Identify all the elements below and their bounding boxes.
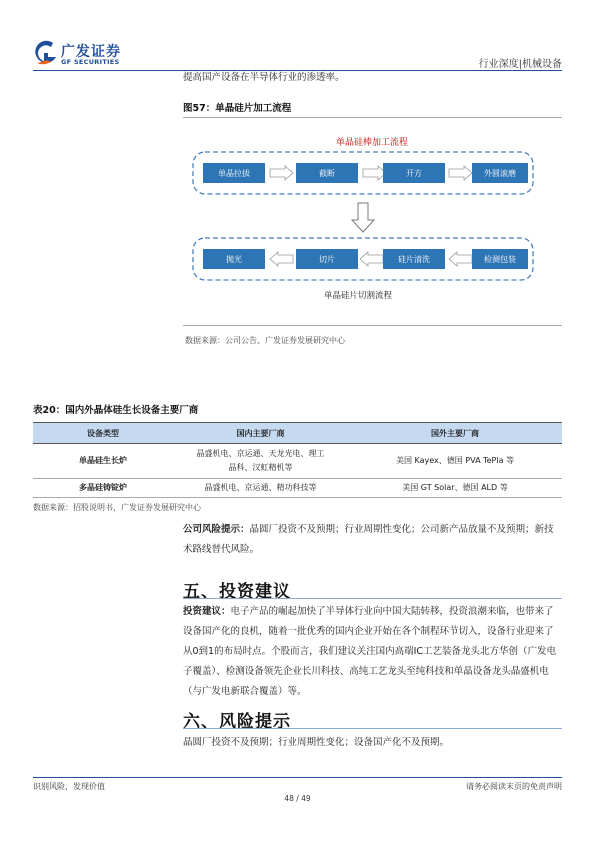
intro-text: 提高国产设备在半导体行业的渗透率。 xyxy=(183,72,345,83)
cell-foreign: 美国 Kayex、德国 PVA TePla 等 xyxy=(348,444,562,479)
section6-rule xyxy=(183,728,562,729)
footer-slogan: 识别风险，发现价值 xyxy=(33,782,105,791)
top-step-3: 开方 xyxy=(406,169,422,178)
logo-en-text: GF SECURITIES xyxy=(61,58,120,66)
bottom-step-3: 硅片清洗 xyxy=(398,255,430,264)
section6-heading: 六、风险提示 xyxy=(183,712,291,732)
investment-label: 投资建议： xyxy=(183,606,231,617)
risk-text: 晶圆厂投资不及预期；行业周期性变化；设备国产化不及预期。 xyxy=(183,737,450,748)
company-risk-label: 公司风险提示： xyxy=(183,524,250,535)
gf-logo-icon xyxy=(33,40,59,66)
cell-domestic: 晶盛机电、京运通、天龙光电、理工晶科、汉虹精机等 xyxy=(173,444,348,479)
footer-disclaimer: 请务必阅读末页的免责声明 xyxy=(466,782,562,791)
header-category: 行业深度|机械设备 xyxy=(478,59,562,70)
figure-bottom-rule xyxy=(183,325,562,326)
table-title: 表20：国内外晶体硅生长设备主要厂商 xyxy=(33,405,199,416)
cell-type: 单晶硅生长炉 xyxy=(33,444,173,479)
investment-paragraph xyxy=(183,602,562,702)
company-risk-text: 晶圆厂投资不及预期；行业周期性变化；公司新产品放量不及预期；新技术路线替代风险。 xyxy=(183,524,554,555)
table-source: 数据来源：招股说明书，广发证券发展研究中心 xyxy=(33,503,201,512)
bottom-step-4: 检测包装 xyxy=(484,255,516,264)
down-arrow-icon xyxy=(352,203,374,232)
figure-top-rule xyxy=(183,117,562,118)
top-step-4: 外圆滚磨 xyxy=(484,169,516,178)
top-arrow-3-icon xyxy=(449,166,472,180)
company-risk-paragraph xyxy=(183,520,562,560)
table-row xyxy=(33,479,562,498)
table-header-row xyxy=(33,423,562,444)
page-number: 48 / 49 xyxy=(284,794,311,803)
bottom-step-2: 切片 xyxy=(319,255,335,264)
table-row xyxy=(33,444,562,479)
bottom-arrow-1-icon xyxy=(270,252,293,266)
section5-rule xyxy=(183,598,562,599)
gf-logo xyxy=(33,40,143,70)
col-header-type: 设备类型 xyxy=(33,423,173,444)
manufacturer-table xyxy=(33,422,562,498)
investment-text: 电子产品的崛起加快了半导体行业向中国大陆转移，投资浪潮来临，也带来了设备国产化的良机，随着一批优秀的国内企业开始在各个制程环节切入，设备行业迎来了从0到1的布局时点。个股而言，我们建议关注国内高端IC工艺装备龙头北方华创（广发电子覆盖）、检测设备领先企业长川科技、高纯工艺龙头至纯科技和单晶设备龙头晶盛机电（与广发电新联合覆盖）等。 xyxy=(183,606,557,697)
col-header-foreign: 国外主要厂商 xyxy=(348,423,562,444)
cell-type: 多晶硅铸锭炉 xyxy=(33,479,173,498)
bottom-arrow-3-icon xyxy=(449,252,472,266)
bottom-arrow-2-icon xyxy=(360,252,383,266)
cell-domestic: 晶盛机电、京运通、精功科技等 xyxy=(173,479,348,498)
footer-divider xyxy=(33,777,562,778)
top-step-row xyxy=(203,163,528,183)
process-flow-diagram xyxy=(183,125,562,305)
section5-heading: 五、投资建议 xyxy=(183,582,291,602)
cell-foreign: 美国 GT Solar、德国 ALD 等 xyxy=(348,479,562,498)
figure-source: 数据来源：公司公告、广发证券发展研究中心 xyxy=(185,336,345,345)
bottom-step-1: 抛光 xyxy=(226,255,242,264)
logo-cn-text: 广发证券 xyxy=(61,44,121,60)
top-arrow-1-icon xyxy=(270,166,293,180)
figure-title: 图57：单晶硅片加工流程 xyxy=(183,103,292,114)
top-step-2: 截断 xyxy=(319,169,335,178)
flow-bottom-label: 单晶硅片切割流程 xyxy=(323,291,393,301)
flow-top-label: 单晶硅棒加工流程 xyxy=(335,138,409,148)
bottom-step-row xyxy=(203,249,528,269)
top-arrow-2-icon xyxy=(363,166,386,180)
col-header-domestic: 国内主要厂商 xyxy=(173,423,348,444)
top-step-1: 单晶拉拔 xyxy=(218,169,250,178)
